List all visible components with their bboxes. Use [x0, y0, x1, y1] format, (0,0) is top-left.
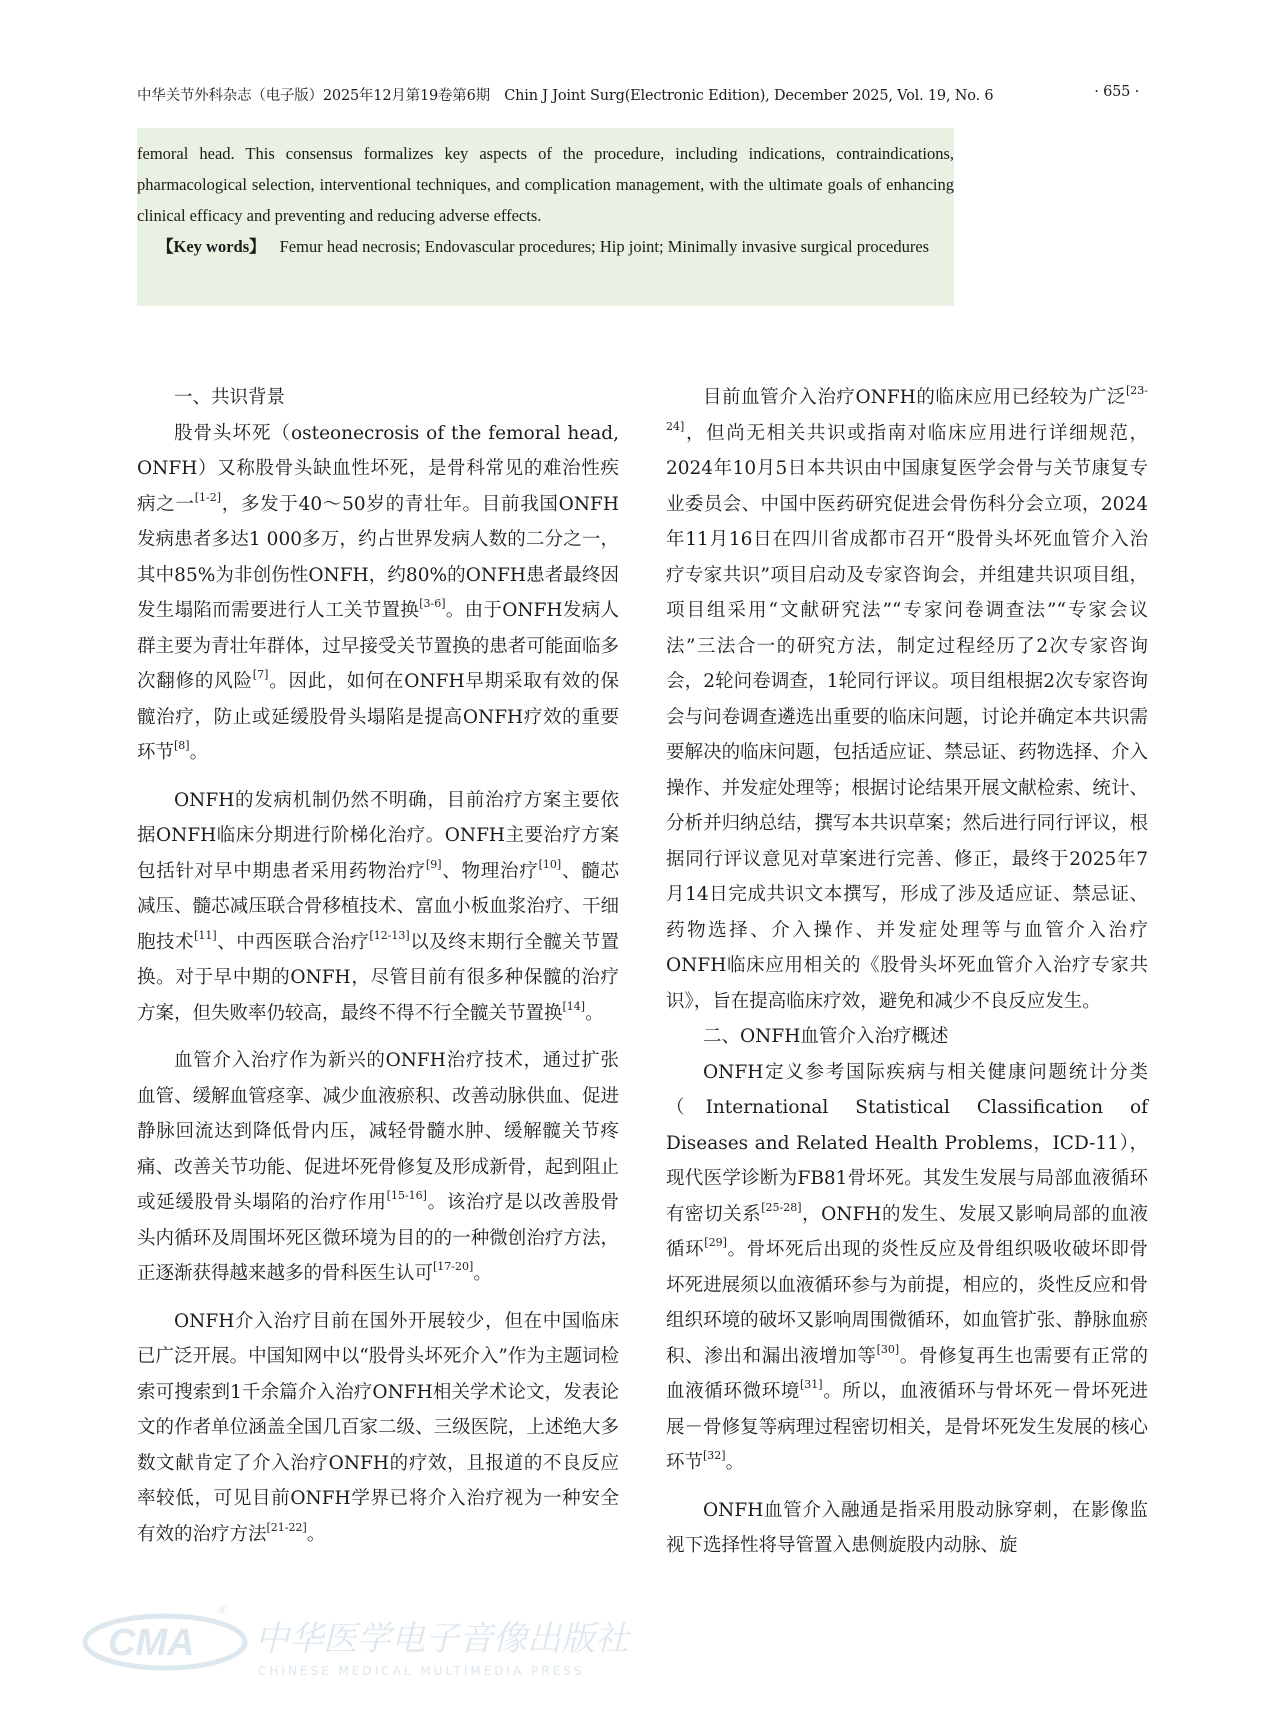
paragraph-7: ONFH血管介入融通是指采用股动脉穿刺，在影像监视下选择性将导管置入患侧旋股内动脉、旋 — [666, 1499, 1148, 1556]
citation[interactable]: [23-24] — [666, 384, 1148, 433]
citation[interactable]: [1-2] — [194, 490, 221, 504]
publisher-name-cn: 中华医学电子音像出版社 — [255, 1619, 629, 1659]
paragraph-3: 血管介入治疗作为新兴的ONFH治疗技术，通过扩张血管、缓解血管痉挛、减少血液瘀积、改善动脉供血、促进静脉回流达到降低骨内压，减轻骨髓水肿、缓解髋关节疼痛、改善关节功能、促进坏死骨修复及形成新骨，起到阻止或延缓股骨头塌陷的治疗作用[15-16]。该治疗是以改善股骨头内循环及周围坏死区微环境为目的的一种微创治疗方法，正逐渐获得越来越多的骨科医生认可[17-20]。 — [137, 1050, 619, 1284]
keywords-label: 【Key words】 — [157, 237, 266, 256]
citation[interactable]: [29] — [704, 1236, 727, 1249]
citation[interactable]: [32] — [703, 1449, 726, 1462]
citation[interactable]: [12-13] — [369, 928, 410, 942]
running-header — [137, 84, 1139, 105]
paragraph-4: ONFH介入治疗目前在国外开展较少，但在中国临床已广泛开展。中国知网中以“股骨头坏死介入”作为主题词检索可搜索到1千余篇介入治疗ONFH相关学术论文，发表论文的作者单位涵盖全国几百家二级、三级医院，上述绝大多数文献肯定了介入治疗ONFH的疗效，且报道的不良反应率较低，可见目前ONFH学界已将介入治疗视为一种安全有效的治疗方法[21-22]。 — [137, 1310, 619, 1545]
citation[interactable]: [30] — [876, 1342, 900, 1356]
citation[interactable]: [31] — [800, 1378, 823, 1391]
citation[interactable]: [3-6] — [419, 597, 446, 610]
citation[interactable]: [21-22] — [266, 1520, 307, 1534]
publisher-name-en: CHINESE MEDICAL MULTIMEDIA PRESS — [258, 1664, 585, 1678]
paragraph-1: 股骨头坏死（osteonecrosis of the femoral head, ONFH）又称股骨头缺血性坏死，是骨科常见的难治性疾病之一[1-2]，多发于40～50岁的青壮年。目前我国ONFH发病患者多达1 000多万，约占世界发病人数的二分之一，其中85%为非创伤性ONFH，约80%的ONFH患者最终因发生塌陷而需要进行人工关节置换[3-6]。由于ONFH发病人群主要为青壮年群体，过早接受关节置换的患者可能面临多次翻修的风险[7]。因此，如何在ONFH早期采取有效的保髋治疗，防止或延缓股骨头塌陷是提高ONFH疗效的重要环节[8]。 — [137, 422, 619, 763]
journal-line: 中华关节外科杂志（电子版）2025年12月第19卷第6期 Chin J Joint Surg(Electronic Edition), December 2025, Vol. 19, No. 6 — [137, 88, 994, 104]
citation[interactable]: [8] — [174, 739, 190, 752]
citation[interactable]: [25-28] — [761, 1200, 802, 1214]
citation[interactable]: [14] — [562, 999, 586, 1013]
paragraph-2: ONFH的发病机制仍然不明确，目前治疗方案主要依据ONFH临床分期进行阶梯化治疗。ONFH主要治疗方案包括针对早中期患者采用药物治疗[9]、物理治疗[10]、髓芯减压、髓芯减压联合骨移植技术、富血小板血浆治疗、干细胞技术[11]、中西医联合治疗[12-13]以及终末期行全髋关节置换。对于早中期的ONFH，尽管目前有很多种保髋的治疗方案，但失败率仍较高，最终不得不行全髋关节置换[14]。 — [137, 789, 619, 1024]
keywords-line — [137, 231, 954, 262]
right-column — [666, 380, 1148, 1564]
paragraph-6: ONFH定义参考国际疾病与相关健康问题统计分类（International Statistical Classification of Diseases and Related Health Problems，ICD-11），现代医学诊断为FB81骨坏死。其发生发展与局部血液循环有密切关系[25-28]，ONFH的发生、发展又影响局部的血液循环[29]。骨坏死后出现的炎性反应及骨组织吸收破坏即骨坏死进展须以血液循环参与为前提，相应的，炎性反应和骨组织环境的破坏又影响周围微循环，如血管扩张、静脉血瘀积、渗出和漏出液增加等[30]。骨修复再生也需要有正常的血液循环微环境[31]。所以，血液循环与骨坏死－骨坏死进展－骨修复等病理过程密切相关，是骨坏死发生发展的核心环节[32]。 — [666, 1061, 1148, 1473]
keywords: Femur head necrosis; Endovascular procedures; Hip joint; Minimally invasive surgical procedures — [279, 237, 930, 256]
publisher-logo — [70, 1600, 629, 1690]
citation[interactable]: [11] — [194, 928, 217, 942]
section-heading-background: 一、共识背景 — [174, 387, 286, 408]
citation[interactable]: [10] — [538, 857, 562, 871]
left-column — [137, 380, 619, 1552]
section-heading-overview: 二、ONFH血管介入治疗概述 — [703, 1026, 949, 1047]
registered-mark: ® — [218, 1603, 227, 1617]
page-number: · 655 · — [1094, 84, 1139, 100]
abstract-continuation: femoral head. This consensus formalizes key aspects of the procedure, including indications, contraindications, pharmacological selection, interventional techniques, and complication management, with the ultimate goals of enhancing clinical efficacy and preventing and reducing adverse effects. — [137, 144, 954, 225]
abstract-text-block — [137, 138, 954, 262]
cma-logo-icon — [85, 1603, 245, 1668]
paragraph-5: 目前血管介入治疗ONFH的临床应用已经较为广泛[23-24]，但尚无相关共识或指南对临床应用进行详细规范，2024年10月5日本共识由中国康复医学会骨与关节康复专业委员会、中国中医药研究促进会骨伤科分会立项，2024年11月16日在四川省成都市召开“股骨头坏死血管介入治疗专家共识”项目启动及专家咨询会，并组建共识项目组，项目组采用“文献研究法”“专家问卷调查法”“专家会议法”三法合一的研究方法，制定过程经历了2次专家咨询会，2轮问卷调查，1轮同行评议。项目组根据2次专家咨询会与问卷调查遴选出重要的临床问题，讨论并确定本共识需要解决的临床问题，包括适应证、禁忌证、药物选择、介入操作、并发症处理等；根据讨论结果开展文献检索、统计、分析并归纳总结，撰写本共识草案；然后进行同行评议，根据同行评议意见对草案进行完善、修正，最终于2025年7月14日完成共识文本撰写，形成了涉及适应证、禁忌证、药物选择、介入操作、并发症处理等与血管介入治疗ONFH临床应用相关的《股骨头坏死血管介入治疗专家共识》，旨在提高临床疗效，避免和减少不良反应发生。 — [666, 384, 1148, 1012]
citation[interactable]: [17-20] — [433, 1260, 474, 1273]
logo-text: CMA — [108, 1622, 195, 1664]
citation[interactable]: [7] — [252, 668, 269, 681]
citation[interactable]: [9] — [425, 857, 442, 871]
abstract-box — [137, 128, 954, 306]
citation[interactable]: [15-16] — [386, 1189, 427, 1202]
